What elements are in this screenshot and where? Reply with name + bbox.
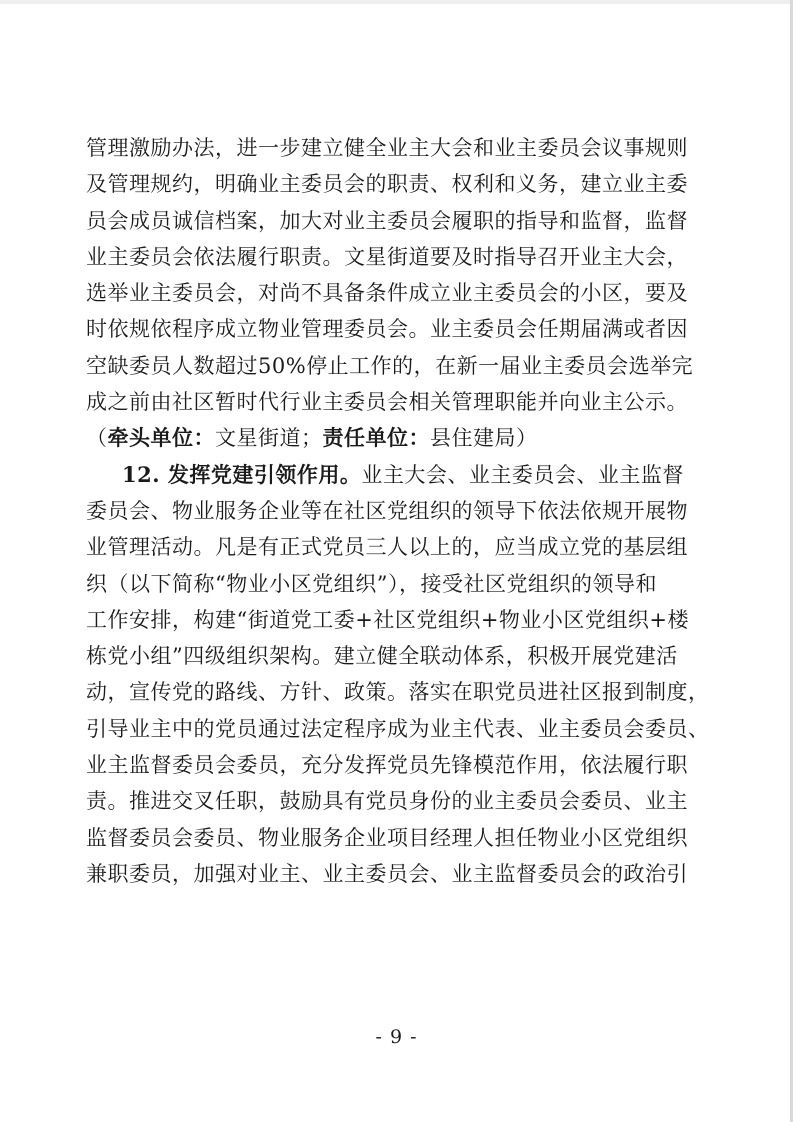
body-line: 栋党小组”四级组织架构。建立健全联动体系，积极开展党建活 xyxy=(86,644,678,669)
body-line: 选举业主委员会，对尚不具备条件成立业主委员会的小区，要及 xyxy=(86,281,688,306)
body-line: 引导业主中的党员通过法定程序成为业主代表、业主委员会委员、 xyxy=(86,716,710,741)
body-line: 织（以下简称“物业小区党组织”），接受社区党组织的领导和 xyxy=(86,571,657,596)
body-line: 业主委员会依法履行职责。文星街道要及时指导召开业主大会， xyxy=(86,244,688,269)
body-line: 动，宣传党的路线、方针、政策。落实在职党员进社区报到制度， xyxy=(86,680,710,705)
page-number: - 9 - xyxy=(375,1026,418,1048)
body-line: 空缺委员人数超过50%停止工作的，在新一届业主委员会选举完 xyxy=(86,353,694,378)
responsibility-line xyxy=(86,420,686,456)
body-line: 管理激励办法，进一步建立健全业主大会和业主委员会议事规则 xyxy=(86,136,688,160)
body-line: 责。推进交叉任职，鼓励具有党员身份的业主委员会委员、业主 xyxy=(86,789,688,814)
section-12-first-line xyxy=(86,457,686,493)
body-line: 时依规依程序成立物业管理委员会。业主委员会任期届满或者因 xyxy=(86,317,688,342)
responsible-unit-value: 县住建局） xyxy=(430,426,538,451)
body-line: 兼职委员，加强对业主、业主委员会、业主监督委员会的政治引 xyxy=(86,861,688,886)
body-line: 业管理活动。凡是有正式党员三人以上的，应当成立党的基层组 xyxy=(86,535,688,560)
section-12-heading: 12. 发挥党建引领作用。 xyxy=(122,461,362,487)
body-line: 工作安排，构建“街道党工委+社区党组织+物业小区党组织+楼 xyxy=(86,607,690,632)
body-line: 员会成员诚信档案，加大对业主委员会履职的指导和监督，监督 xyxy=(86,208,688,233)
body-line: 委员会、物业服务企业等在社区党组织的领导下依法依规开展物 xyxy=(86,498,688,523)
body-line: 业主监督委员会委员，充分发挥党员先锋模范作用，依法履行职 xyxy=(86,753,688,778)
document-body xyxy=(86,130,710,892)
lead-unit-value: 文星街道； xyxy=(215,426,323,451)
body-line: 监督委员会委员、物业服务企业项目经理人担任物业小区党组织 xyxy=(86,825,688,850)
page-top-shade xyxy=(0,0,793,4)
open-paren: （ xyxy=(86,426,108,451)
section-12-first-line-text: 业主大会、业主委员会、业主监督 xyxy=(361,462,684,487)
responsible-unit-label: 责任单位： xyxy=(322,425,430,451)
body-line: 及管理规约，明确业主委员会的职责、权利和义务，建立业主委 xyxy=(86,172,688,197)
lead-unit-label: 牵头单位： xyxy=(107,425,215,451)
body-line: 成之前由社区暂时代行业主委员会相关管理职能并向业主公示。 xyxy=(86,390,688,415)
